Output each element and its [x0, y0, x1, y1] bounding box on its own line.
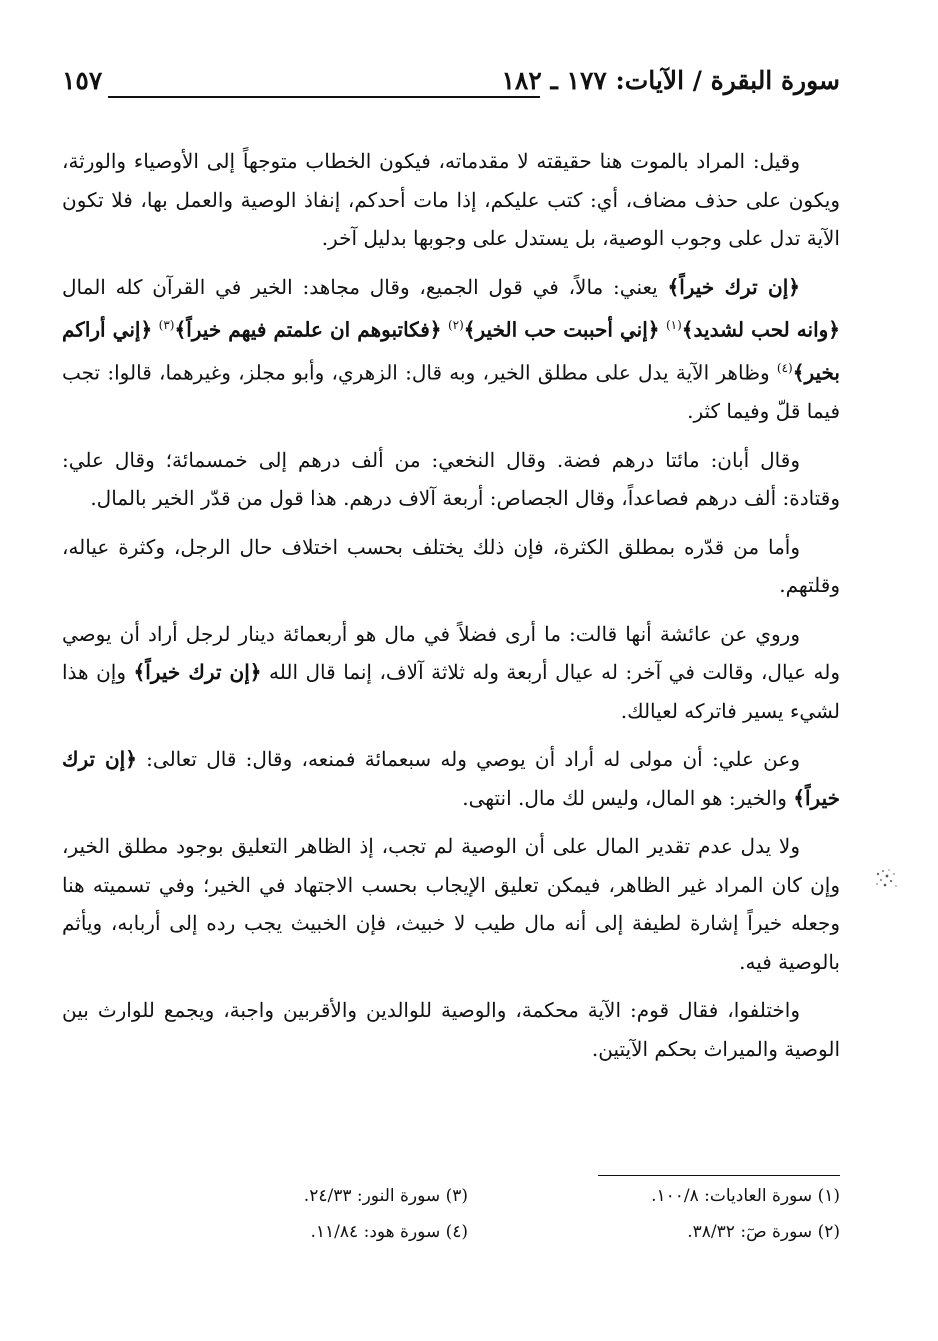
header-title: سورة البقرة / الآيات: ١٧٧ ـ ١٨٢ — [501, 66, 840, 95]
main-text — [62, 142, 840, 1078]
footnote-1: (١) سورة العاديات: ١٠٠/٨. — [651, 1186, 840, 1206]
scan-speck-mark — [872, 866, 900, 892]
text-run: وقيل: المراد بالموت هنا حقيقته لا مقدماته، فيكون الخطاب متوجهاً إلى الأوصياء والورثة، ويكون على حذف مضاف، أي: كتب عليكم، إذا مات أحدكم، إنفاذ الوصية والعمل بها، فلا تكون الآية تدل على وجوب الوصية، بل يستدل على وجوبها بدليل آخر. — [62, 149, 840, 250]
text-run: والخير: هو المال، وليس لك مال. انتهى. — [462, 785, 794, 810]
quran-quote: ﴿إن ترك خيراً﴾ — [667, 274, 801, 299]
paragraph — [62, 441, 840, 518]
paragraph — [62, 827, 840, 981]
text-run: وعن علي: أن مولى له أراد أن يوصي وله سبعمائة فمنعه، وقال: قال تعالى: — [136, 747, 800, 772]
quran-quote: ﴿إني أحببت حب الخير﴾ — [463, 317, 660, 342]
text-run: واختلفوا، فقال قوم: الآية محكمة، والوصية للوالدين والأقربين واجبة، ويجمع للوارث بين الوصية والميراث بحكم الآيتين. — [62, 998, 840, 1061]
footnote-ref: (٣) — [158, 318, 175, 332]
footnote-ref: (٤) — [776, 361, 793, 376]
text-run: وأما من قدّره بمطلق الكثرة، فإن ذلك يختلف بحسب اختلاف حال الرجل، وكثرة عياله، وقلتهم. — [62, 534, 840, 598]
footnote-separator — [598, 1175, 840, 1176]
footnote-ref: (١) — [665, 318, 682, 332]
paragraph — [62, 268, 840, 431]
paragraph — [62, 991, 840, 1068]
page-header — [62, 66, 840, 112]
text-run: وظاهر الآية يدل على مطلق الخير، وبه قال: الزهري، وأبو مجلز، وغيرهما، قالوا: تجب فيما قلّ وفيما كثر. — [62, 360, 840, 424]
paragraph — [62, 142, 840, 258]
footnote-2: (٢) سورة صٓ: ٣٨/٣٢. — [687, 1222, 840, 1242]
footnote-3: (٣) سورة النور: ٢٤/٣٣. — [303, 1186, 468, 1206]
text-run: وإن هذا لشيء يسير فاتركه لعيالك. — [62, 660, 840, 723]
quran-quote: ﴿فكاتبوهم ان علمتم فيهم خيراً﴾ — [174, 317, 442, 342]
paragraph — [62, 615, 840, 731]
text-run: ولا يدل عدم تقدير المال على أن الوصية لم تجب، إذ الظاهر التعليق بوجود مطلق الخير، وإن كان المراد غير الظاهر، فيمكن تعليق الإيجاب بحسب الاجتهاد في الخير؛ وفي تسميته هنا وجعله خيراً إشارة لطيفة إلى أنه مال طيب لا خبيث، فإن الخبيث يجب رده إلى أربابه، ويأثم بالوصية فيه. — [62, 834, 840, 974]
paragraph — [62, 528, 840, 605]
text-run: وقال أبان: مائتا درهم فضة. وقال النخعي: من ألف درهم إلى خمسمائة؛ وقال علي: وقتادة: ألف درهم فصاعداً، وقال الجصاص: أربعة آلاف درهم. هذا قول من قدّر الخير بالمال. — [62, 447, 840, 511]
quran-quote: ﴿إني أراكم بخير﴾ — [62, 317, 840, 385]
quran-quote: ﴿إن ترك خيراً﴾ — [62, 747, 840, 810]
header-rule — [108, 96, 540, 98]
page-number: ١٥٧ — [62, 66, 103, 95]
paragraph — [62, 740, 840, 817]
quran-quote: ﴿إن ترك خيراً﴾ — [133, 660, 262, 685]
quran-quote: ﴿وانه لحب لشديد﴾ — [681, 317, 841, 342]
text-run: يعني: مالاً، في قول الجميع، وقال مجاهد: الخير في القرآن كله المال — [62, 274, 668, 299]
footnote-ref: (٢) — [447, 318, 464, 332]
footnote-4: (٤) سورة هود: ١١/٨٤. — [310, 1222, 468, 1242]
text-run: وروي عن عائشة أنها قالت: ما أرى فضلاً في مال هو أربعمائة دينار لرجل أراد أن يوصي وله عيال، وقالت في آخر: له عيال أربعة وله ثلاثة آلاف، إنما قال الله — [62, 621, 840, 685]
